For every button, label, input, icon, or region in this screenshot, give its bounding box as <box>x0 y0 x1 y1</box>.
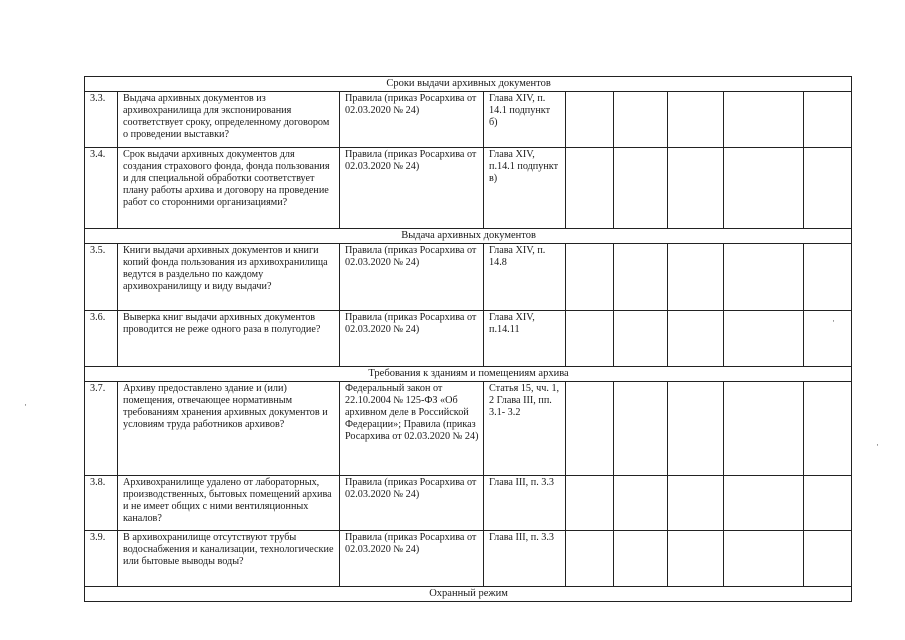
legal-act: Правила (приказ Росархива от 02.03.2020 № 24) <box>340 476 484 531</box>
answer-cell <box>668 148 724 229</box>
answer-cell <box>668 311 724 367</box>
question-text: Архиву предоставлено здание и (или) помещения, отвечающее нормативным требованиям хранения архивных документов и условиям труда работников архивов? <box>118 382 340 476</box>
answer-cell <box>614 148 668 229</box>
legal-clause: Глава XIV, п.14.11 <box>484 311 566 367</box>
answer-cell <box>668 476 724 531</box>
section-title: Выдача архивных документов <box>85 229 852 244</box>
answer-cell <box>724 382 804 476</box>
question-text: Архивохранилище удалено от лабораторных, производственных, бытовых помещений архива и не имеет общих с ними вентиляционных каналов? <box>118 476 340 531</box>
answer-cell <box>724 531 804 587</box>
answer-cell <box>614 92 668 148</box>
legal-act: Правила (приказ Росархива от 02.03.2020 № 24) <box>340 244 484 311</box>
table-row <box>85 531 852 587</box>
answer-cell <box>668 382 724 476</box>
answer-cell <box>668 92 724 148</box>
section-title: Охранный режим <box>85 587 852 602</box>
table-row <box>85 148 852 229</box>
question-text: Книги выдачи архивных документов и книги копий фонда пользования из архивохранилища ведутся в раздельно по каждому архивохранилищу и виду выдачи? <box>118 244 340 311</box>
row-number: 3.4. <box>85 148 118 229</box>
table-row <box>85 382 852 476</box>
answer-cell <box>566 311 614 367</box>
answer-cell <box>566 382 614 476</box>
answer-cell <box>804 244 852 311</box>
row-number: 3.7. <box>85 382 118 476</box>
answer-cell <box>566 244 614 311</box>
legal-act: Правила (приказ Росархива от 02.03.2020 № 24) <box>340 311 484 367</box>
answer-cell <box>566 476 614 531</box>
legal-act: Правила (приказ Росархива от 02.03.2020 № 24) <box>340 531 484 587</box>
answer-cell <box>668 531 724 587</box>
question-text: Выдача архивных документов из архивохранилища для экспонирования соответствует сроку, определенному договором о проведении выставки? <box>118 92 340 148</box>
section-row <box>85 229 852 244</box>
answer-cell <box>668 244 724 311</box>
question-text: В архивохранилище отсутствуют трубы водоснабжения и канализации, технологические или бытовые выводы воды? <box>118 531 340 587</box>
row-number: 3.9. <box>85 531 118 587</box>
legal-act: Правила (приказ Росархива от 02.03.2020 № 24) <box>340 148 484 229</box>
answer-cell <box>804 92 852 148</box>
section-row <box>85 587 852 602</box>
answer-cell <box>804 311 852 367</box>
answer-cell <box>566 92 614 148</box>
section-row <box>85 77 852 92</box>
answer-cell <box>614 531 668 587</box>
question-text: Срок выдачи архивных документов для создания страхового фонда, фонда пользования и для специальной обработки соответствует плану работы архива и договору на проведение работ со сторонними организациями? <box>118 148 340 229</box>
answer-cell <box>724 311 804 367</box>
scan-speck: · <box>24 400 27 410</box>
legal-clause: Глава III, п. 3.3 <box>484 476 566 531</box>
row-number: 3.6. <box>85 311 118 367</box>
answer-cell <box>614 382 668 476</box>
section-row <box>85 367 852 382</box>
answer-cell <box>724 148 804 229</box>
answer-cell <box>804 148 852 229</box>
legal-clause: Глава XIV, п.14.1 подпункт в) <box>484 148 566 229</box>
legal-clause: Глава XIV, п. 14.8 <box>484 244 566 311</box>
row-number: 3.3. <box>85 92 118 148</box>
row-number: 3.5. <box>85 244 118 311</box>
legal-act: Федеральный закон от 22.10.2004 № 125-ФЗ «Об архивном деле в Российской Федерации»; Правила (приказ Росархива от 02.03.2020 № 24) <box>340 382 484 476</box>
scan-speck: · <box>832 316 835 326</box>
scan-speck: · <box>876 440 879 450</box>
section-title: Требования к зданиям и помещениям архива <box>85 367 852 382</box>
table-row <box>85 244 852 311</box>
table-row <box>85 92 852 148</box>
table-row <box>85 476 852 531</box>
answer-cell <box>724 244 804 311</box>
answer-cell <box>804 531 852 587</box>
answer-cell <box>804 382 852 476</box>
question-text: Выверка книг выдачи архивных документов проводится не реже одного раза в полугодие? <box>118 311 340 367</box>
answer-cell <box>614 244 668 311</box>
answer-cell <box>724 476 804 531</box>
legal-clause: Глава III, п. 3.3 <box>484 531 566 587</box>
answer-cell <box>566 148 614 229</box>
answer-cell <box>804 476 852 531</box>
legal-act: Правила (приказ Росархива от 02.03.2020 № 24) <box>340 92 484 148</box>
answer-cell <box>724 92 804 148</box>
row-number: 3.8. <box>85 476 118 531</box>
inspection-checklist-table <box>84 76 852 602</box>
table-row <box>85 311 852 367</box>
legal-clause: Статья 15, чч. 1, 2 Глава III, пп. 3.1- 3.2 <box>484 382 566 476</box>
answer-cell <box>614 476 668 531</box>
answer-cell <box>566 531 614 587</box>
legal-clause: Глава XIV, п. 14.1 подпункт б) <box>484 92 566 148</box>
answer-cell <box>614 311 668 367</box>
section-title: Сроки выдачи архивных документов <box>85 77 852 92</box>
